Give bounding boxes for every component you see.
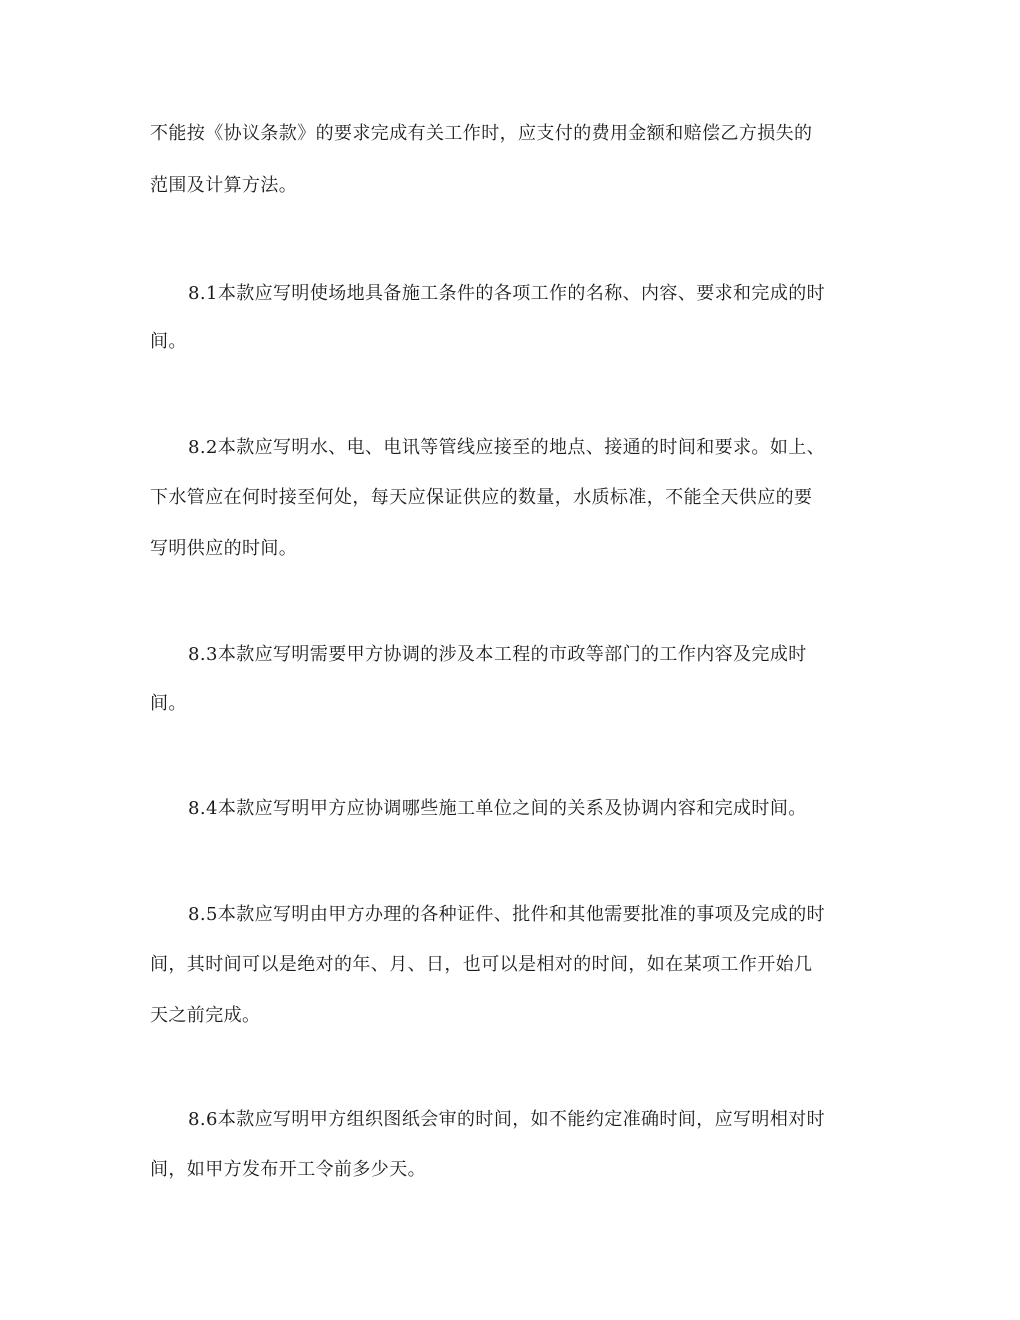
clause-8-3-line-2: 间。 (150, 693, 187, 714)
paragraph-continuation-line-2: 范围及计算方法。 (150, 175, 298, 196)
clause-8-1-line-2: 间。 (150, 331, 187, 352)
clause-8-1-line-1: 8.1本款应写明使场地具备施工条件的各项工作的名称、内容、要求和完成的时 (188, 283, 826, 304)
clause-8-6-line-1: 8.6本款应写明甲方组织图纸会审的时间，如不能约定准确时间，应写明相对时 (188, 1109, 826, 1130)
clause-8-4-line-1: 8.4本款应写明甲方应协调哪些施工单位之间的关系及协调内容和完成时间。 (188, 798, 807, 819)
clause-8-3-line-1: 8.3本款应写明需要甲方协调的涉及本工程的市政等部门的工作内容及完成时 (188, 644, 807, 665)
clause-8-5-line-3: 天之前完成。 (150, 1005, 261, 1026)
clause-8-5-line-1: 8.5本款应写明由甲方办理的各种证件、批件和其他需要批准的事项及完成的时 (188, 904, 826, 925)
clause-8-6-line-2: 间，如甲方发布开工令前多少天。 (150, 1159, 426, 1180)
clause-8-2-line-2: 下水管应在何时接至何处，每天应保证供应的数量，水质标准，不能全天供应的要 (150, 487, 813, 508)
clause-8-5-line-2: 间，其时间可以是绝对的年、月、日，也可以是相对的时间，如在某项工作开始几 (150, 954, 813, 975)
clause-8-2-line-3: 写明供应的时间。 (150, 538, 298, 559)
document-page (150, 0, 870, 1320)
clause-8-2-line-1: 8.2本款应写明水、电、电讯等管线应接至的地点、接通的时间和要求。如上、 (188, 437, 826, 458)
paragraph-continuation-line-1: 不能按《协议条款》的要求完成有关工作时，应支付的费用金额和赔偿乙方损失的 (150, 123, 813, 144)
